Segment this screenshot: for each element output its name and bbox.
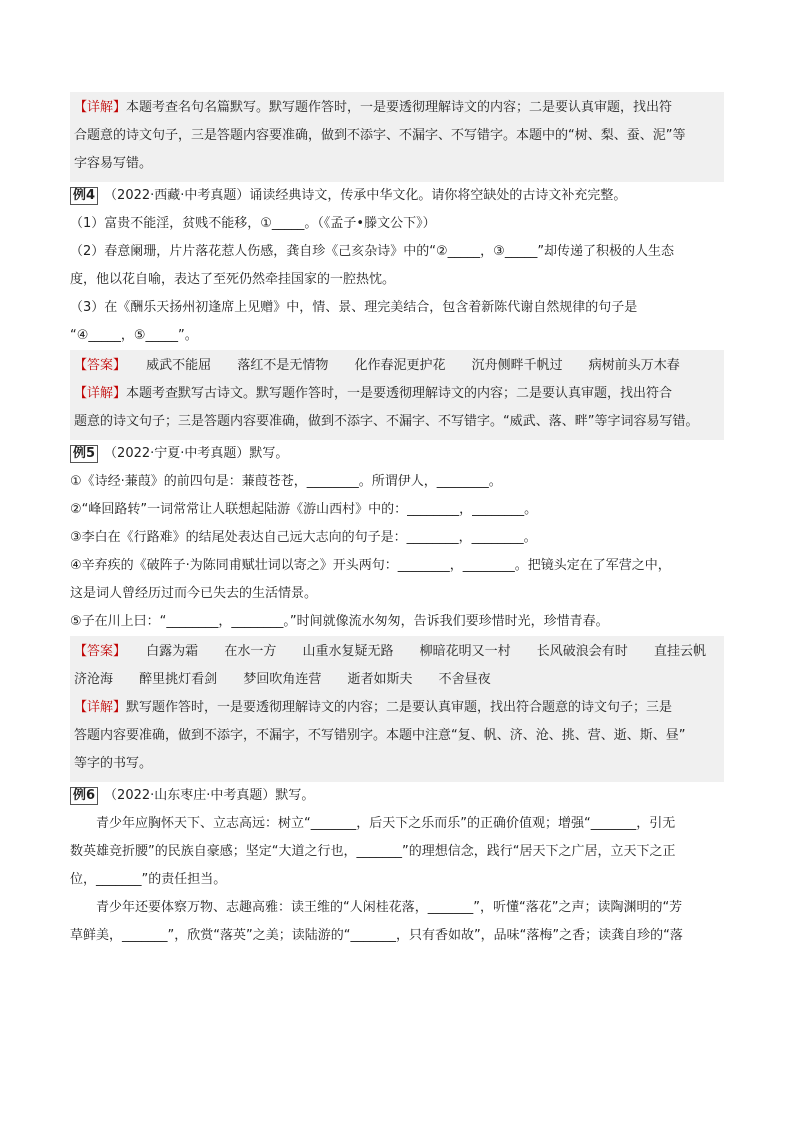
answer-item: 山重水复疑无路 bbox=[302, 644, 394, 659]
detail-line bbox=[74, 694, 720, 722]
answer-row bbox=[74, 352, 720, 380]
example-prompt: 默写。 bbox=[275, 788, 315, 803]
example-header bbox=[70, 440, 724, 468]
answer-item: 化作春泥更护花 bbox=[354, 358, 446, 373]
answer-item: 长风破浪会有时 bbox=[536, 644, 628, 659]
detail-label: 【详解】 bbox=[74, 100, 127, 115]
detail-line: 题意的诗文句子；三是答题内容要准确，做到不添字、不漏字、不写错字。“威武、落、畔”等字词容易写错。 bbox=[74, 414, 699, 429]
example-4 bbox=[70, 182, 724, 350]
question-line: （1）富贵不能淫，贫贱不能移，①_____。（《孟子•滕文公下》） bbox=[70, 216, 436, 231]
question-line: ③李白在《行路难》的结尾处表达自己远大志向的句子是：________，________。 bbox=[70, 530, 537, 545]
example-source: （2022·山东枣庄·中考真题） bbox=[104, 788, 276, 803]
answer-label: 【答案】 bbox=[74, 358, 127, 373]
example-header bbox=[70, 182, 724, 210]
question-line: 度，他以花自喻，表达了至死仍然牵挂国家的一腔热忱。 bbox=[70, 272, 396, 287]
detail-line: 等字的书写。 bbox=[74, 756, 153, 771]
answer-item: 醉里挑灯看剑 bbox=[139, 672, 218, 687]
detail-label: 【详解】 bbox=[74, 386, 127, 401]
paragraph-line: 草鲜美，_______”，欣赏“落英”之美；读陆游的“_______，只有香如故”，品味“落梅”之香；读龚自珍的“落 bbox=[70, 928, 683, 943]
detail-line bbox=[74, 94, 720, 122]
detail-text: 本题考查默写古诗文。默写题作答时，一是要透彻理解诗文的内容；二是要认真审题，找出符合 bbox=[126, 386, 673, 401]
answer-item: 威武不能屈 bbox=[146, 358, 212, 373]
answer-item: 落红不是无情物 bbox=[237, 358, 329, 373]
question-line: （2）春意阑珊，片片落花惹人伤感，龚自珍《己亥杂诗》中的“②_____，③_____”却传递了积极的人生态 bbox=[70, 244, 675, 259]
paragraph-line: 数英雄竞折腰”的民族自豪感；坚定“大道之行也，_______”的理想信念，践行“居天下之广居，立天下之正 bbox=[70, 844, 676, 859]
question-line: ①《诗经·蒹葭》的前四句是：蒹葭苍苍，________。所谓伊人，________。 bbox=[70, 474, 502, 489]
detail-block-1 bbox=[70, 92, 724, 182]
paragraph-line: 青少年还要体察万物、志趣高雅：读王维的“人闲桂花落，_______”，听懂“落花”之声；读陶渊明的“芳 bbox=[96, 900, 683, 915]
answer-block-4 bbox=[70, 350, 724, 440]
question-line: （3）在《酬乐天扬州初逢席上见赠》中，情、景、理完美结合，包含着新陈代谢自然规律的句子是 bbox=[70, 300, 638, 315]
answer-item: 白露为霜 bbox=[146, 644, 199, 659]
paragraph-line: 青少年应胸怀天下、立志高远：树立“_______，后天下之乐而乐”的正确价值观；增强“_______，引无 bbox=[96, 816, 676, 831]
answer-label: 【答案】 bbox=[74, 644, 127, 659]
question-line: ②“峰回路转”一词常常让人联想起陆游《游山西村》中的：________，________。 bbox=[70, 502, 538, 517]
detail-label: 【详解】 bbox=[74, 700, 127, 715]
question-line: “④_____，⑤_____”。 bbox=[70, 328, 198, 343]
example-6 bbox=[70, 782, 724, 950]
question-line: ⑤子在川上曰：“________，________。”时间就像流水匆匆，告诉我们要珍惜时光，珍惜青春。 bbox=[70, 614, 609, 629]
question-line: 这是词人曾经历过而今已失去的生活情景。 bbox=[70, 586, 318, 601]
detail-line: 字容易写错。 bbox=[74, 156, 153, 171]
example-prompt: 默写。 bbox=[249, 446, 289, 461]
answer-item: 逝者如斯夫 bbox=[347, 672, 413, 687]
detail-line: 答题内容要准确，做到不添字，不漏字，不写错别字。本题中注意“复、帆、济、沧、挑、营、逝、斯、昼” bbox=[74, 728, 686, 743]
detail-text: 默写题作答时，一是要透彻理解诗文的内容；二是要认真审题，找出符合题意的诗文句子；三是 bbox=[126, 700, 673, 715]
example-badge: 例4 bbox=[70, 187, 98, 205]
answer-block-5 bbox=[70, 636, 724, 782]
answer-row bbox=[74, 638, 720, 666]
answer-item: 直挂云帆 bbox=[653, 644, 706, 659]
example-source: （2022·宁夏·中考真题） bbox=[104, 446, 250, 461]
answer-item: 不舍昼夜 bbox=[438, 672, 491, 687]
detail-line: 合题意的诗文句子，三是答题内容要准确，做到不添字、不漏字、不写错字。本题中的“树、梨、蚕、泥”等 bbox=[74, 128, 686, 143]
answer-item: 沉舟侧畔千帆过 bbox=[471, 358, 563, 373]
example-source: （2022·西藏·中考真题） bbox=[104, 188, 250, 203]
detail-line bbox=[74, 380, 720, 408]
answer-item: 柳暗花明又一村 bbox=[419, 644, 511, 659]
answer-item: 济沧海 bbox=[74, 672, 114, 687]
question-line: ④辛弃疾的《破阵子·为陈同甫赋壮词以寄之》开头两句：________，________。把镜头定在了军营之中， bbox=[70, 558, 671, 573]
detail-text: 本题考查名句名篇默写。默写题作答时，一是要透彻理解诗文的内容；二是要认真审题，找出符 bbox=[126, 100, 673, 115]
paragraph-line: 位，_______”的责任担当。 bbox=[70, 872, 227, 887]
example-badge: 例6 bbox=[70, 787, 98, 805]
answer-row bbox=[74, 666, 720, 694]
answer-item: 在水一方 bbox=[224, 644, 277, 659]
example-5 bbox=[70, 440, 724, 636]
answer-item: 病树前头万木春 bbox=[588, 358, 680, 373]
example-prompt: 诵读经典诗文，传承中华文化。请你将空缺处的古诗文补充完整。 bbox=[249, 188, 627, 203]
example-badge: 例5 bbox=[70, 445, 98, 463]
page-content bbox=[70, 92, 724, 950]
answer-item: 梦回吹角连营 bbox=[243, 672, 322, 687]
example-header bbox=[70, 782, 724, 810]
